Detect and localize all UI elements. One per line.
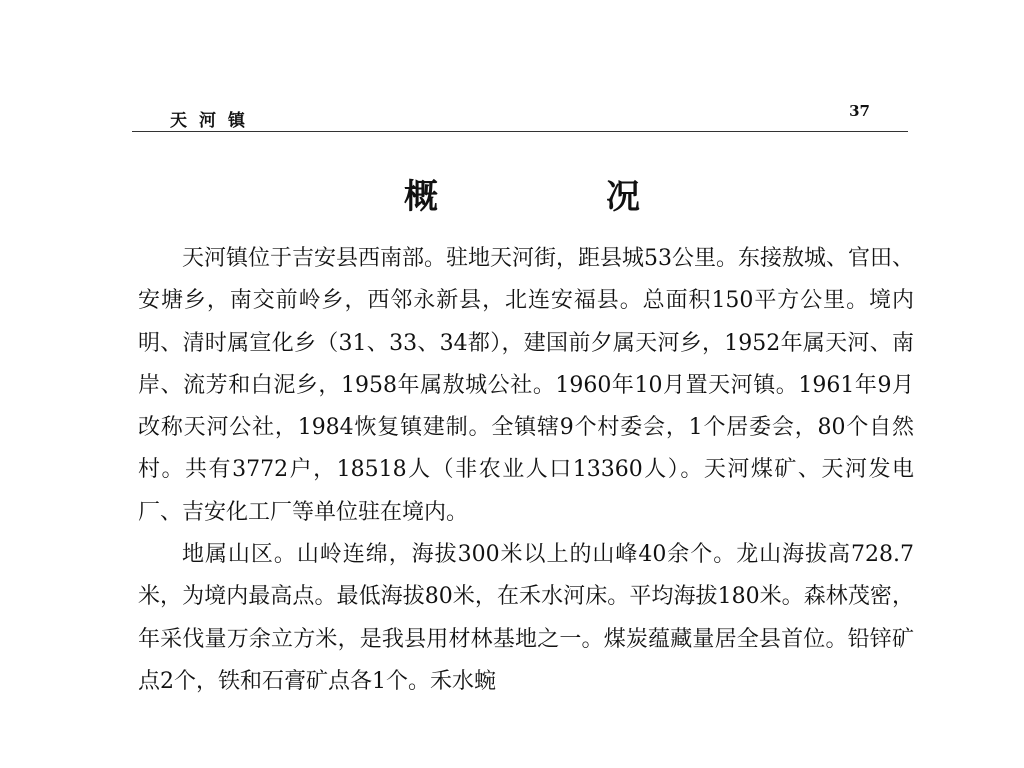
paragraph-terrain: 地属山区。山岭连绵，海拔300米以上的山峰40余个。龙山海拔高728.7米，为境内最高点。最低海拔80米，在禾水河床。平均海拔180米。森林茂密，年采伐量万余立方米，是我县用材林基地之一。煤炭蕴藏量居全县首位。铅锌矿点2个，铁和石膏矿点各1个。禾水蜿 xyxy=(138,542,914,694)
paragraph-overview: 天河镇位于吉安县西南部。驻地天河街，距县城53公里。东接敖城、官田、安塘乡，南交前岭乡，西邻永新县，北连安福县。总面积150平方公里。境内明、清时属宣化乡（31、33、34都），建国前夕属天河乡，1952年属天河、南岸、流芳和白泥乡，1958年属敖城公社。1960年10月置天河镇。1961年9月改称天河公社，1984恢复镇建制。全镇辖9个村委会，1个居委会，80个自然村。共有3772户，18518人（非农业人口13360人）。天河煤矿、天河发电厂、吉安化工厂等单位驻在境内。 xyxy=(138,246,914,525)
section-title xyxy=(404,172,640,222)
running-title: 天河镇 xyxy=(170,111,257,131)
section-title-char-1: 概 xyxy=(404,177,438,217)
body-text xyxy=(138,238,914,703)
header-rule xyxy=(132,131,908,132)
running-header xyxy=(132,98,908,132)
page-number: 37 xyxy=(849,102,870,120)
section-title-char-2: 况 xyxy=(606,177,640,217)
